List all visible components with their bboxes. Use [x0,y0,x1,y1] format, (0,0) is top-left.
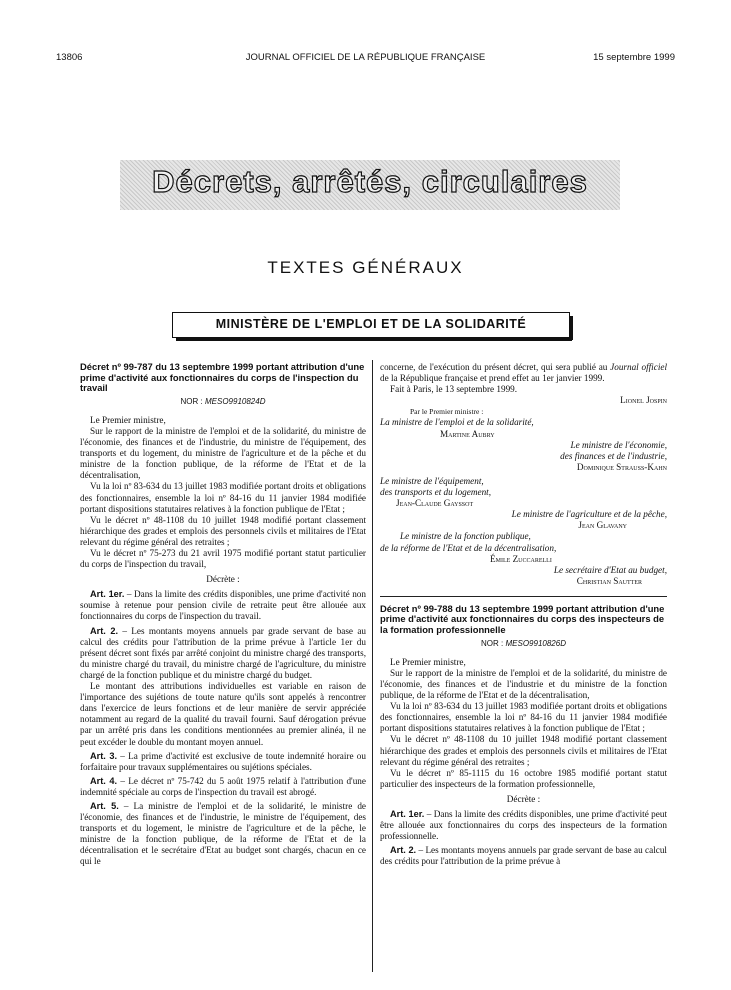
journal-ref: Journal officiel [610,362,667,372]
art-label: Art. 3. [90,750,118,761]
decree2-nor [380,638,667,649]
decree2-p1: Le Premier ministre, [390,656,466,667]
decree1-decrete: Décrète : [206,574,240,585]
signature-name: Jean Glavany [578,520,627,531]
art-text: – Les montants moyens annuels par grade servant de base au calcul des crédits pour l'attribution de la prime prévue à l'article 1er du présent décret sont fixés par arrêté conjoint du ministre chargé des transports, du ministre chargé du travail, du ministre chargé de l'agriculture, du ministre chargé de la fonction publique et du ministre chargé du budget. [80,625,366,680]
nor-code: MESO9910824D [204,396,266,406]
signature-name: Jean-Claude Gayssot [396,498,474,509]
decree1-p2: Sur le rapport de la ministre de l'emploi et de la solidarité, du ministre de l'économie, des finances et de l'industrie, du ministre de l'équipement, des transports et du logement, du ministre de l'agriculture et de la pêche et du ministre de la fonction publique, de la réforme de l'Etat et de la décentralisation, [80,425,366,481]
decree1-p5: Vu le décret nº 75-273 du 21 avril 1975 modifié portant statut particulier du corps de l'inspection du travail, [80,548,366,570]
decree-separator [380,596,667,597]
signature-role: Le ministre de l'économie, [570,439,667,450]
art-label: Art. 2. [390,845,417,856]
signature-role: Le ministre de l'agriculture et de la pêche, [511,509,667,520]
signature-name: Christian Sautter [576,575,642,586]
signature-name: Dominique Strauss-Kahn [576,461,667,472]
decree2-p2: Sur le rapport de la ministre de l'emploi et de la solidarité, du ministre de l'économie, des finances et de l'industrie et du ministre de la fonction publique, de la réforme de l'Etat et de la décentralisation, [380,667,667,701]
cont-text: concerne, de l'exécution du présent décret, qui sera publié au [380,362,608,372]
signature-pm: Lionel Jospin [620,395,667,406]
nor-label: NOR : [180,396,203,406]
signature-role: des finances et de l'industrie, [560,450,667,461]
nor-code: MESO9910826D [505,638,566,648]
art-label: Art. 1er. [390,808,425,819]
art-label: Art. 2. [90,625,119,636]
column-divider [372,360,373,972]
ministry-name: MINISTÈRE DE L'EMPLOI ET DE LA SOLIDARITÉ [215,317,527,331]
decree1-art2 [80,626,366,681]
art-text: – Dans la limite des crédits disponibles, une prime d'activité non soumise à retenue pour pension civile de retraite peut être allouée aux fonctionnaires du corps de l'inspection du travail. [80,589,366,622]
signature-role: Le ministre de la fonction publique, [400,531,531,542]
decree2-p3: Vu la loi nº 83-634 du 13 juillet 1983 modifiée portant droits et obligations des fonctionnaires, ensemble la loi nº 84-16 du 11 janvier 1984 modifiée portant dispositions statutaires relatives à la fonction publique de l'Etat ; [380,701,667,734]
issue-date: 15 septembre 1999 [593,52,675,63]
art-text: – La ministre de l'emploi et de la solidarité, le ministre de l'économie, des finances et de l'industrie, le ministre de l'équipement, des transports et du logement, le ministre de l'agriculture et de la pêche, le ministre de la fonction publique, de la réforme de l'Etat et de la décentralisation et le secrétaire d'Etat au budget sont chargés, chacun en ce qui le [80,800,366,867]
section-title: TEXTES GÉNÉRAUX [267,258,464,277]
decree1-art4 [80,776,366,798]
art-label: Art. 4. [90,775,118,786]
decree1-title: Décret nº 99-787 du 13 septembre 1999 portant attribution d'une prime d'activité aux fonctionnaires du corps de l'inspection du travail [80,361,365,394]
signature-name: Émile Zuccarelli [490,553,552,564]
decree1-art5 [80,801,366,868]
art-text: – La prime d'activité est exclusive de toute indemnité horaire ou forfaitaire pour travaux supplémentaires ou sujétions spéciales. [80,750,366,772]
signature-par: Par le Premier ministre : [410,407,484,417]
art-label: Art. 5. [90,800,119,811]
decree1-art2b: Le montant des attributions individuelles est variable en raison de l'importance des sujétions de toute nature qu'ils sont appelés à rencontrer dans l'exercice de leurs fonctions et de leur manière de servir appréciée notamment au regard de la qualité du travail fourni. Sauf dérogation prévue par un arrêté pris dans les conditions mentionnées au premier alinéa, il ne peut excéder le double du montant moyen annuel. [80,681,366,747]
nor-label: NOR : [481,638,504,648]
decree1-p1: Le Premier ministre, [90,414,166,425]
left-column [80,362,366,868]
signature-name: Martine Aubry [440,428,495,439]
decree2-p5: Vu le décret nº 85-1115 du 16 octobre 1985 modifié portant statut particulier des inspecteurs de la formation professionnelle, [380,767,667,789]
decree2-p4: Vu le décret nº 48-1108 du 10 juillet 1948 modifié portant classement hiérarchique des grades et emplois des personnels civils et militaires de l'Etat relevant du régime général des retraites ; [380,734,667,767]
ministry-box [172,312,570,338]
signature-role: des transports et du logement, [380,487,492,498]
decree2-art2 [380,845,667,867]
decree1-art3 [80,751,366,773]
art-label: Art. 1er. [90,589,125,600]
decree1-p4: Vu le décret nº 48-1108 du 10 juillet 1948 modifié portant classement hiérarchique des grades et emplois des personnels civils et militaires de l'Etat relevant du régime général des retraites ; [80,514,366,547]
decree1-continuation [380,362,667,384]
cont-rest: de la République française et prend effet au 1er janvier 1999. [380,373,605,384]
section-banner [120,160,620,210]
art-text: – Le décret nº 75-742 du 5 août 1975 relatif à l'attribution d'une indemnité spéciale au corps de l'inspection du travail est abrogé. [80,775,366,797]
decree2-decrete: Décrète : [506,793,541,804]
banner-title: Décrets, arrêtés, circulaires [152,164,588,199]
right-column [380,362,667,867]
signature-role: Le secrétaire d'Etat au budget, [553,564,667,575]
decree2-art1 [380,809,667,842]
journal-title: JOURNAL OFFICIEL DE LA RÉPUBLIQUE FRANÇAISE [245,52,486,63]
decree2-title: Décret nº 99-788 du 13 septembre 1999 portant attribution d'une prime d'activité aux fonctionnaires du corps des inspecteurs de la formation professionnelle [380,602,665,636]
signature-role: Le ministre de l'équipement, [380,475,484,486]
decree1-art1 [80,589,366,622]
art-text: – Les montants moyens annuels par grade servant de base au calcul des crédits pour l'attribution de la prime prévue à [380,845,667,867]
signature-role: La ministre de l'emploi et de la solidarité, [380,417,534,428]
decree1-p3: Vu la loi nº 83-634 du 13 juillet 1983 modifiée portant droits et obligations des fonctionnaires, ensemble la loi nº 84-16 du 11 janvier 1984 modifiée portant dispositions statutaires relatives à la fonction publique de l'Etat ; [80,481,366,514]
decree1-done: Fait à Paris, le 13 septembre 1999. [390,384,518,395]
art-text: – Dans la limite des crédits disponibles, une prime d'activité peut être allouée aux fonctionnaires du corps des inspecteurs de la formation professionnelle. [380,808,667,842]
decree1-nor [80,396,366,407]
page-number: 13806 [56,52,83,63]
signature-role: de la réforme de l'Etat et de la décentralisation, [380,542,557,553]
